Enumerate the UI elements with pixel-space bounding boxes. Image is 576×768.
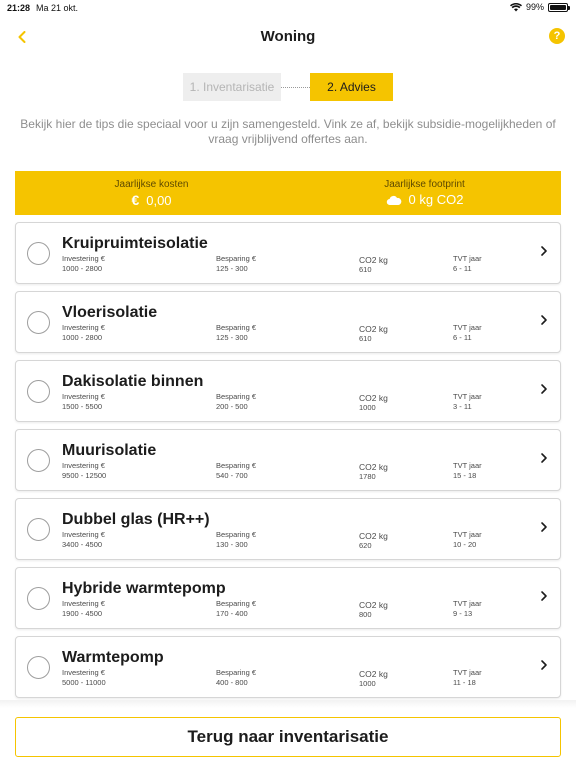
investment-column xyxy=(62,668,106,688)
status-bar xyxy=(0,0,576,16)
co2-column xyxy=(359,324,388,344)
investment-label: Investering € xyxy=(62,461,105,470)
measure-checkbox[interactable] xyxy=(27,656,50,679)
measure-card[interactable] xyxy=(15,636,561,698)
savings-column xyxy=(216,599,256,619)
step-connector xyxy=(281,87,310,88)
co2-label: CO2 kg xyxy=(359,531,388,541)
co2-value: 1000 xyxy=(359,403,376,412)
annual-costs-value: 0,00 xyxy=(146,192,172,208)
investment-label: Investering € xyxy=(62,392,105,401)
co2-label: CO2 kg xyxy=(359,393,388,403)
savings-value: 200 - 500 xyxy=(216,402,248,411)
measure-checkbox[interactable] xyxy=(27,380,50,403)
measure-title: Warmtepomp xyxy=(62,649,164,666)
tvt-column xyxy=(453,668,482,688)
tvt-label: TVT jaar xyxy=(453,323,482,332)
tvt-column xyxy=(453,530,482,550)
co2-label: CO2 kg xyxy=(359,669,388,679)
cloud-icon xyxy=(386,195,402,205)
status-time: 21:28 xyxy=(7,3,31,13)
savings-label: Besparing € xyxy=(216,530,257,539)
co2-column xyxy=(359,393,388,413)
co2-label: CO2 kg xyxy=(359,324,388,334)
summary-banner xyxy=(15,171,561,215)
savings-value: 400 - 800 xyxy=(216,678,248,687)
measure-title: Dakisolatie binnen xyxy=(62,373,204,390)
investment-label: Investering € xyxy=(62,254,105,263)
investment-label: Investering € xyxy=(62,599,105,608)
intro-text: Bekijk hier de tips die speciaal voor u zijn samengesteld. Vink ze af, bekijk subsidie-mogelijkheden of vraag vrijblijvend offertes aan. xyxy=(20,117,556,146)
tvt-column xyxy=(453,323,482,343)
navigation-bar xyxy=(0,22,576,52)
battery-icon xyxy=(548,3,568,12)
investment-column xyxy=(62,530,105,550)
tvt-value: 3 - 11 xyxy=(453,402,472,411)
battery-level xyxy=(550,5,566,10)
measure-card[interactable] xyxy=(15,498,561,560)
investment-value: 1000 - 2800 xyxy=(62,333,103,342)
measure-title: Vloerisolatie xyxy=(62,304,158,321)
wifi-icon xyxy=(510,3,522,12)
co2-value: 800 xyxy=(359,610,372,619)
co2-column xyxy=(359,255,388,275)
investment-column xyxy=(62,254,105,274)
chevron-right-icon xyxy=(540,383,548,395)
help-icon: ? xyxy=(553,30,561,42)
savings-column xyxy=(216,254,256,274)
co2-column xyxy=(359,600,388,620)
measure-card[interactable] xyxy=(15,429,561,491)
measure-card[interactable] xyxy=(15,360,561,422)
measure-title: Muurisolatie xyxy=(62,442,157,459)
savings-label: Besparing € xyxy=(216,254,257,263)
back-to-inventory-button[interactable]: Terug naar inventarisatie xyxy=(15,717,561,757)
measure-card[interactable] xyxy=(15,567,561,629)
investment-column xyxy=(62,461,106,481)
measure-checkbox[interactable] xyxy=(27,449,50,472)
step-inventarisatie[interactable]: 1. Inventarisatie xyxy=(183,73,281,101)
co2-column xyxy=(359,462,388,482)
co2-value: 1000 xyxy=(359,679,376,688)
tvt-label: TVT jaar xyxy=(453,392,482,401)
co2-label: CO2 kg xyxy=(359,462,388,472)
co2-column xyxy=(359,669,388,689)
tvt-label: TVT jaar xyxy=(453,461,482,470)
savings-column xyxy=(216,461,256,481)
investment-value: 9500 - 12500 xyxy=(62,471,107,480)
savings-column xyxy=(216,323,256,343)
investment-label: Investering € xyxy=(62,530,105,539)
savings-column xyxy=(216,392,256,412)
euro-icon: € xyxy=(131,192,140,208)
co2-label: CO2 kg xyxy=(359,255,388,265)
measure-checkbox[interactable] xyxy=(27,518,50,541)
annual-costs xyxy=(15,179,288,208)
tvt-value: 6 - 11 xyxy=(453,264,472,273)
measure-title: Hybride warmtepomp xyxy=(62,580,226,597)
tvt-value: 9 - 13 xyxy=(453,609,473,618)
savings-value: 125 - 300 xyxy=(216,333,248,342)
tvt-value: 11 - 18 xyxy=(453,678,476,687)
annual-footprint-label: Jaarlijkse footprint xyxy=(384,179,465,190)
savings-label: Besparing € xyxy=(216,323,257,332)
page-title: Woning xyxy=(260,28,316,45)
annual-costs-label: Jaarlijkse kosten xyxy=(114,179,189,190)
tvt-value: 10 - 20 xyxy=(453,540,477,549)
tvt-label: TVT jaar xyxy=(453,254,482,263)
tvt-column xyxy=(453,392,482,412)
co2-value: 1780 xyxy=(359,472,376,481)
investment-value: 1000 - 2800 xyxy=(62,264,103,273)
investment-column xyxy=(62,392,105,412)
co2-label: CO2 kg xyxy=(359,600,388,610)
annual-footprint-value: 0 kg CO2 xyxy=(408,192,464,207)
investment-value: 1900 - 4500 xyxy=(62,609,103,618)
tvt-value: 15 - 18 xyxy=(453,471,477,480)
tvt-label: TVT jaar xyxy=(453,599,482,608)
measure-checkbox[interactable] xyxy=(27,311,50,334)
investment-value: 5000 - 11000 xyxy=(62,678,106,687)
savings-label: Besparing € xyxy=(216,392,257,401)
savings-column xyxy=(216,530,256,550)
savings-column xyxy=(216,668,256,688)
tvt-column xyxy=(453,599,482,619)
battery-percentage: 99% xyxy=(525,2,544,12)
investment-column xyxy=(62,323,105,343)
investment-label: Investering € xyxy=(62,323,105,332)
chevron-right-icon xyxy=(540,521,548,533)
measure-title: Kruipruimteisolatie xyxy=(62,235,208,252)
savings-value: 125 - 300 xyxy=(216,264,248,273)
measure-checkbox[interactable] xyxy=(27,587,50,610)
annual-footprint xyxy=(288,179,561,207)
savings-value: 540 - 700 xyxy=(216,471,248,480)
savings-value: 130 - 300 xyxy=(216,540,248,549)
chevron-right-icon xyxy=(540,245,548,257)
tvt-column xyxy=(453,461,482,481)
status-indicators xyxy=(510,2,568,12)
measure-card[interactable] xyxy=(15,222,561,284)
investment-column xyxy=(62,599,105,619)
chevron-right-icon xyxy=(540,314,548,326)
tvt-column xyxy=(453,254,482,274)
co2-value: 610 xyxy=(359,265,372,274)
annual-footprint-value-row xyxy=(288,192,561,207)
measure-checkbox[interactable] xyxy=(27,242,50,265)
investment-value: 1500 - 5500 xyxy=(62,402,103,411)
investment-value: 3400 - 4500 xyxy=(62,540,103,549)
chevron-right-icon xyxy=(540,590,548,602)
measure-card[interactable] xyxy=(15,291,561,353)
savings-label: Besparing € xyxy=(216,599,257,608)
step-indicator xyxy=(183,73,393,101)
investment-label: Investering € xyxy=(62,668,105,677)
tvt-label: TVT jaar xyxy=(453,530,482,539)
step-advies[interactable]: 2. Advies xyxy=(310,73,393,101)
co2-column xyxy=(359,531,388,551)
footer-divider xyxy=(0,700,576,708)
tvt-label: TVT jaar xyxy=(453,668,482,677)
tvt-value: 6 - 11 xyxy=(453,333,472,342)
co2-value: 610 xyxy=(359,334,372,343)
co2-value: 620 xyxy=(359,541,372,550)
annual-costs-value-row xyxy=(15,192,288,208)
help-button[interactable] xyxy=(549,28,565,44)
savings-label: Besparing € xyxy=(216,461,257,470)
status-date: Ma 21 okt. xyxy=(36,3,79,13)
savings-label: Besparing € xyxy=(216,668,257,677)
chevron-right-icon xyxy=(540,452,548,464)
measure-title: Dubbel glas (HR++) xyxy=(62,511,210,528)
savings-value: 170 - 400 xyxy=(216,609,248,618)
chevron-right-icon xyxy=(540,659,548,671)
